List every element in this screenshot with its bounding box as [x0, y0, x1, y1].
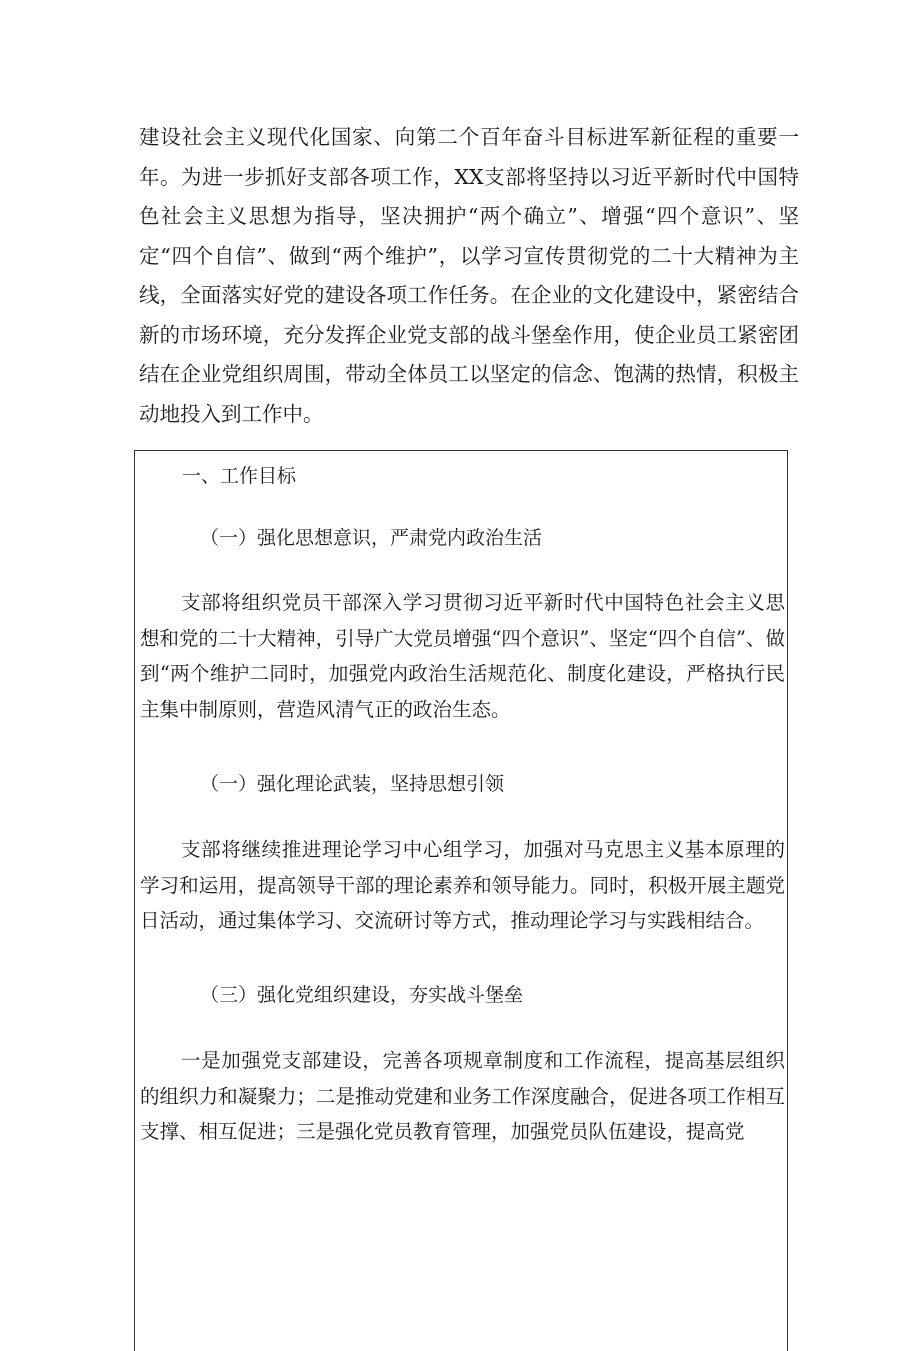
- subsection-heading-1: （一）强化思想意识，严肃党内政治生活: [200, 527, 543, 549]
- subsection-heading-2: （一）强化理论武装，坚持思想引领: [200, 773, 505, 795]
- subsection-body-2: 支部将继续推进理论学习中心组学习，加强对马克思主义基本原理的学习和运用，提高领导干部的理论素养和领导能力。同时，积极开展主题党日活动，通过集体学习、交流研讨等方式，推动理论学习与实践相结合。: [140, 838, 785, 932]
- section-title: 一、工作目标: [182, 465, 297, 487]
- subsection-body-3: 一是加强党支部建设，完善各项规章制度和工作流程，提高基层组织的组织力和凝聚力；二是推动党建和业务工作深度融合，促进各项工作相互支撑、相互促进；三是强化党员教育管理，加强党员队伍建设，提高党: [140, 1049, 785, 1143]
- subsection-body-1: 支部将组织党员干部深入学习贯彻习近平新时代中国特色社会主义思想和党的二十大精神，引导广大党员增强“四个意识”、坚定“四个自信”、做到“两个维护二同时，加强党内政治生活规范化、制度化建设，严格执行民主集中制原则，营造风清气正的政治生态。: [140, 591, 785, 721]
- intro-paragraph: 建设社会主义现代化国家、向第二个百年奋斗目标进军新征程的重要一年。为进一步抓好支部各项工作，XX支部将坚持以习近平新时代中国特色社会主义思想为指导，坚决拥护“两个确立”、增强“四个意识”、坚定“四个自信”、做到“两个维护”，以学习宣传贯彻党的二十大精神为主线，全面落实好党的建设各项工作任务。在企业的文化建设中，紧密结合新的市场环境，充分发挥企业党支部的战斗堡垒作用，使企业员工紧密团结在企业党组织周围，带动全体员工以坚定的信念、饱满的热情，积极主动地投入到工作中。: [139, 125, 799, 426]
- subsection-heading-3: （三）强化党组织建设，夯实战斗堡垒: [200, 984, 524, 1006]
